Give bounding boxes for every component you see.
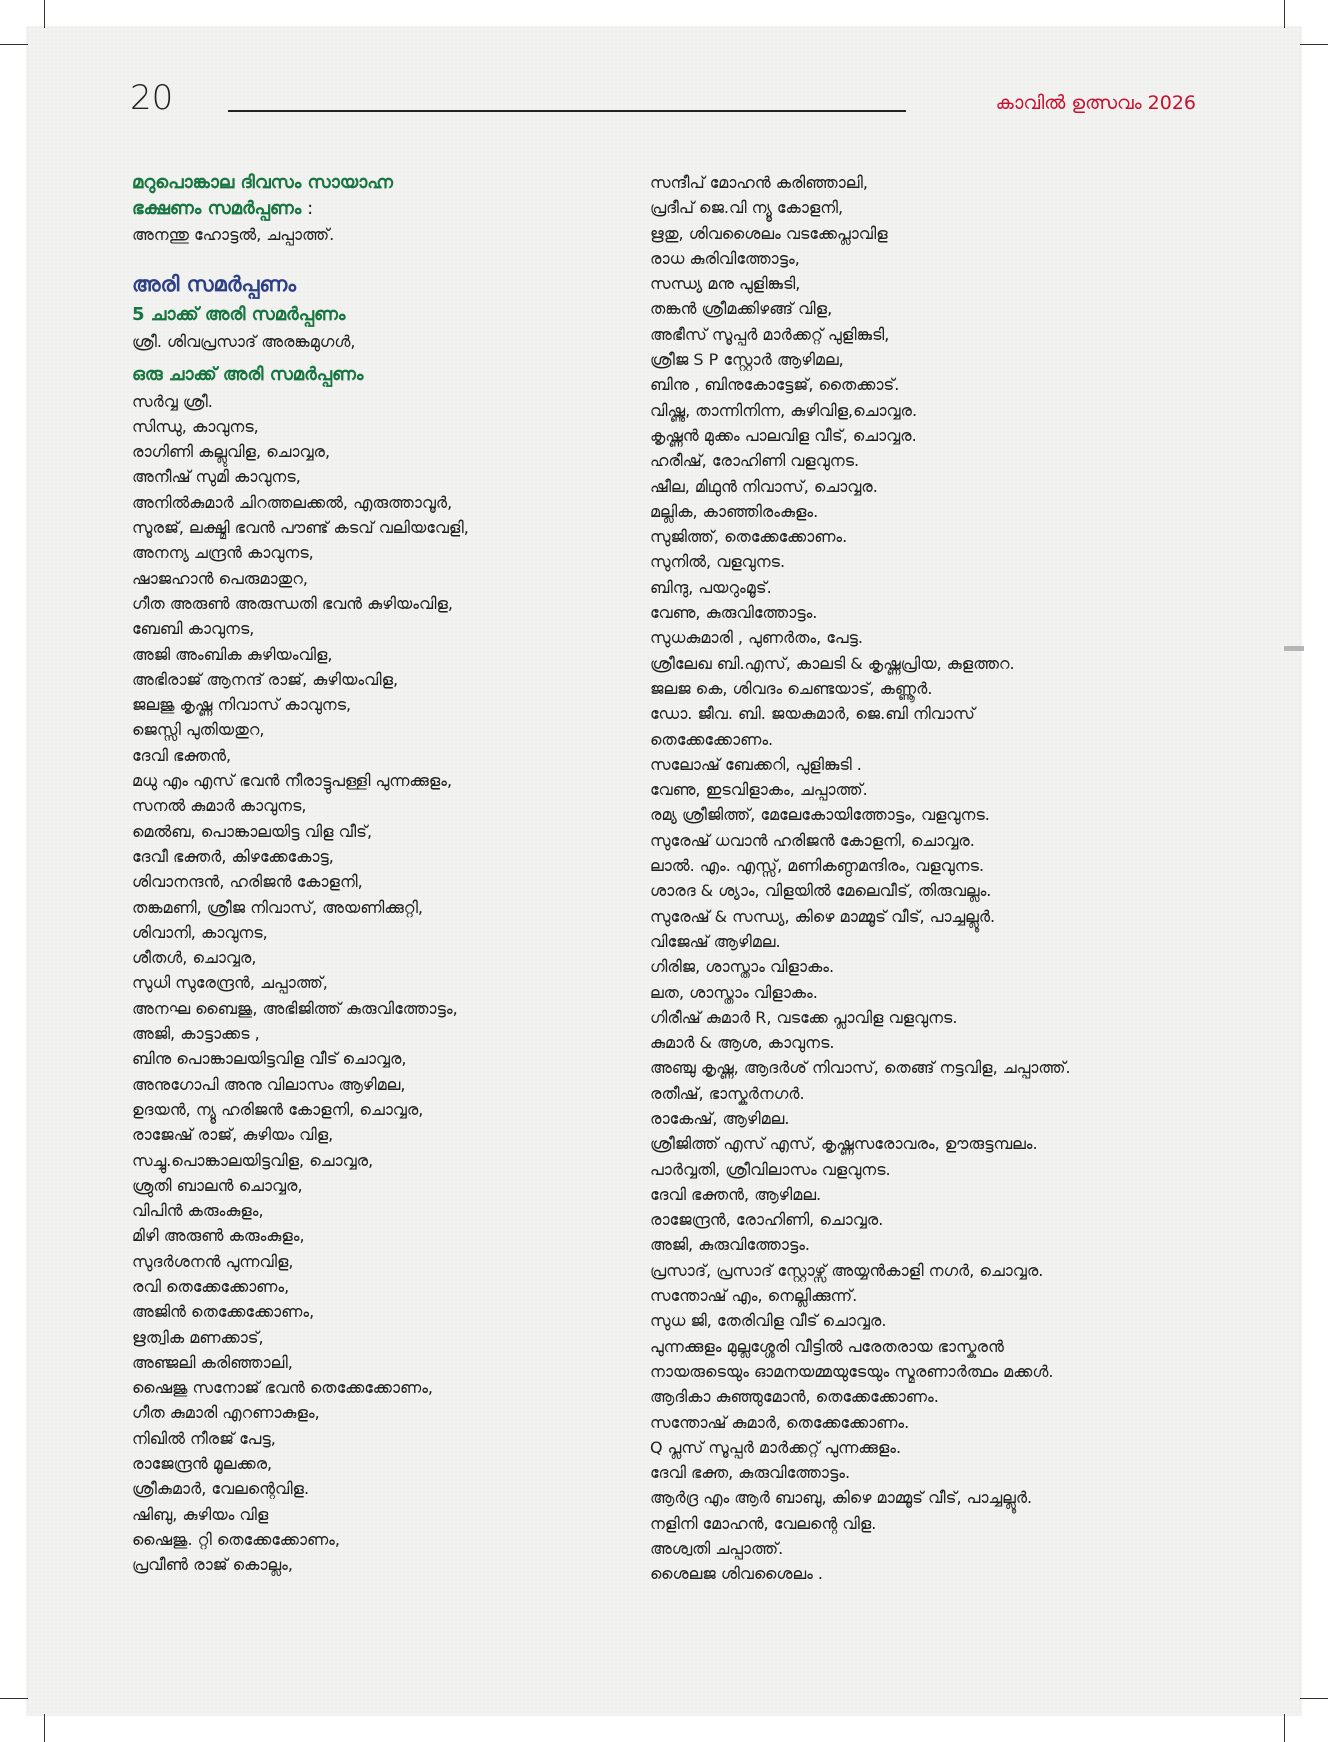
donor-entry: കുമാർ & ആശ, കാവുനട.	[650, 1033, 835, 1053]
donor-entry: സിന്ധു, കാവുനട,	[132, 416, 259, 436]
donor-entry: സുധ ജി, തേരിവിള വീട് ചൊവ്വര.	[650, 1311, 887, 1331]
donor-entry: പ്രദീപ് ജെ.വി ന്യൂ കോളനി,	[650, 198, 844, 218]
donor-entry: ഡോ. ജീവ. ബി. ജയകുമാർ, ജെ.ബി നിവാസ്	[650, 704, 975, 724]
donor-entry: സുരേഷ് ധവാൻ ഹരിജൻ കോളനി, ചൊവ്വര.	[650, 830, 975, 850]
donor-entry: ഷിബു, കുഴിയം വിള	[132, 1504, 269, 1524]
donor-list-continued	[650, 170, 1210, 1587]
donor-entry: ഉദയൻ, ന്യൂ ഹരിജൻ കോളനി, ചൊവ്വര,	[132, 1099, 424, 1119]
donor-entry: ജലജു കൃഷ്ണ നിവാസ് കാവുനട,	[132, 695, 352, 715]
donor-entry: വിപിൻ കരുംകുളം,	[132, 1201, 264, 1221]
donor-entry: മെൽബ, പൊങ്കാലയിട്ട വിള വീട്,	[132, 821, 373, 841]
donor-entry: വേണു, ഇടവിളാകം, ചപ്പാത്ത്.	[650, 780, 868, 800]
donor-entry: സുധി സുരേന്ദ്രൻ, ചപ്പാത്ത്,	[132, 973, 328, 993]
donor-entry: അജി അംബിക കുഴിയംവിള,	[132, 644, 333, 664]
donor-entry: ശീതൾ, ചൊവ്വര,	[132, 948, 257, 968]
donor-entry: സുരേഷ് & സന്ധ്യ, കിഴെ മാമ്മൂട് വീട്, പാച്ചല്ലൂർ.	[650, 906, 996, 926]
left-column	[132, 170, 612, 1578]
donor-entry: ദേവി ഭക്ത, കുരുവിത്തോട്ടം.	[650, 1463, 851, 1483]
donor-entry: തെക്കേക്കോണം.	[650, 729, 774, 749]
donor-entry: രാജേന്ദ്രൻ, രോഹിണി, ചൊവ്വര.	[650, 1210, 884, 1230]
evening-offering-heading	[132, 170, 612, 222]
donor-entry: ശ്രീജ S P സ്റ്റോർ ആഴിമല,	[650, 350, 844, 370]
donor-entry: ശ്രീജിത്ത് എസ് എസ്, കൃഷ്ണസരോവരം, ഊരുട്ടമ്പലം.	[650, 1134, 1038, 1154]
donor-entry: ബിനു , ബിനുകോട്ടേജ്, തൈക്കാട്.	[650, 375, 900, 395]
donor-entry: ഹരീഷ്, രോഹിണി വളവുനട.	[650, 451, 860, 471]
donor-entry: നായരുടെയും ഓമനയമ്മയുടേയും സ്മരണാർത്ഥം മക്കൾ.	[650, 1361, 1054, 1381]
donor-entry: മിഴി അരുൺ കരുംകുളം,	[132, 1226, 305, 1246]
donor-entry: ഗിരിജ, ശാസ്താം വിളാകം.	[650, 957, 835, 977]
rice-offering-heading: അരി സമർപ്പണം	[132, 272, 297, 297]
crop-mark	[44, 0, 45, 28]
five-sack-donor: ശ്രീ. ശിവപ്രസാദ് അരങ്കമുഗൾ,	[132, 332, 356, 352]
donor-entry: നളിനി മോഹൻ, വേലന്റെ വിള.	[650, 1513, 877, 1533]
donor-entry: ലത, ശാസ്താം വിളാകം.	[650, 982, 818, 1002]
donor-entry: മധു എം എസ് ഭവൻ നീരാട്ടുപള്ളി പുന്നക്കുളം,	[132, 771, 453, 791]
donor-entry: രാഗിണി കല്ലുവിള, ചൊവ്വര,	[132, 442, 331, 462]
donor-entry: ദേവി ഭക്തൻ, ആഴിമല.	[650, 1184, 822, 1204]
donor-entry: അഞ്ചു കൃഷ്ണ, ആദർശ് നിവാസ്, തെങ്ങ് നട്ടവിള, ചപ്പാത്ത്.	[650, 1058, 1071, 1078]
donor-entry: അജിൻ തെക്കേക്കോണം,	[132, 1302, 315, 1322]
donor-entry: സന്തോഷ് കുമാർ, തെക്കേക്കോണം.	[650, 1412, 910, 1432]
donor-entry: സുജിത്ത്, തെക്കേക്കോണം.	[650, 527, 848, 547]
donor-entry: സന്ധ്യ മനു പുളിങ്കുടി,	[650, 274, 801, 294]
donor-entry: ഷൈജു. റ്റി തെക്കേക്കോണം,	[132, 1529, 340, 1549]
side-marker	[1284, 646, 1304, 651]
donor-entry: അജി, കാട്ടാക്കട ,	[132, 1024, 260, 1044]
donor-entry: അനഘ ബൈജു, അഭിജിത്ത് കുരുവിത്തോട്ടം,	[132, 998, 458, 1018]
donor-entry: ദേവി ഭക്തൻ,	[132, 745, 232, 765]
one-sack-donor-list	[132, 389, 612, 1578]
donor-entry: നിഖിൽ നീരജ് പേട്ട,	[132, 1428, 276, 1448]
donor-entry: ഋതു, ശിവശൈലം വടക്കേപ്ലാവിള	[650, 223, 888, 243]
donor-entry: അശ്വതി ചപ്പാത്ത്.	[650, 1539, 784, 1559]
donor-entry: ശിവാനി, കാവുനട,	[132, 922, 268, 942]
evening-heading-line2	[132, 196, 612, 222]
donor-entry: പ്രസാദ്, പ്രസാദ് സ്റ്റോഴ്സ് അയ്യൻകാളി നഗർ, ചൊവ്വര.	[650, 1260, 1044, 1280]
crop-mark	[0, 1698, 28, 1699]
donor-entry: ഷീല, മിഥുൻ നിവാസ്, ചൊവ്വര.	[650, 476, 878, 496]
publication-title: കാവിൽ ഉത്സവം 2026	[995, 92, 1196, 114]
donor-entry: ലാൽ. എം. എസ്സ്, മണികണ്ഠമന്ദിരം, വളവുനട.	[650, 856, 985, 876]
donor-entry: സലോഷ് ബേക്കറി, പുളിങ്കുടി .	[650, 754, 862, 774]
donor-entry: രാധ കുരിവിത്തോട്ടം,	[650, 248, 800, 268]
one-sack-heading: ഒരു ചാക്ക് അരി സമർപ്പണം	[132, 363, 364, 385]
donor-entry: ഋത്വിക മണക്കാട്,	[132, 1327, 264, 1347]
donor-entry: ബേബി കാവുനട,	[132, 619, 255, 639]
donor-entry: അഭീസ് സൂപ്പർ മാർക്കറ്റ് പുളിങ്കുടി,	[650, 324, 890, 344]
donor-entry: ബിനു പൊങ്കാലയിട്ടവിള വീട് ചൊവ്വര,	[132, 1049, 407, 1069]
donor-entry: രാകേഷ്, ആഴിമല.	[650, 1108, 790, 1128]
five-sack-heading: 5 ചാക്ക് അരി സമർപ്പണം	[132, 304, 346, 326]
donor-entry: അഞ്ജലി കരിഞ്ഞാലി,	[132, 1352, 293, 1372]
donor-entry: രാജേന്ദ്രൻ മൂലക്കര,	[132, 1454, 273, 1474]
donor-entry: ഗിരീഷ് കുമാർ R, വടക്കേ പ്ലാവിള വളവുനട.	[650, 1007, 958, 1027]
donor-entry: ഗീത അരുൺ അരുന്ധതി ഭവൻ കുഴിയംവിള,	[132, 593, 453, 613]
donor-entry: അനന്യ ചന്ദ്രൻ കാവുനട,	[132, 543, 314, 563]
donor-entry: ജലജ കെ, ശിവദം ചെണ്ടയാട്, കണ്ണൂർ.	[650, 678, 933, 698]
donor-entry: വിജേഷ് ആഴിമല.	[650, 931, 781, 951]
donor-entry: സുദർശനൻ പുന്നവിള,	[132, 1251, 294, 1271]
donor-entry: സന്തോഷ് എം, നെല്ലിക്കുന്ന്.	[650, 1286, 858, 1306]
crop-mark	[0, 44, 28, 45]
donor-entry: സൂരജ്, ലക്ഷ്മി ഭവൻ പൗണ്ട് കടവ് വലിയവേളി,	[132, 518, 469, 538]
donor-entry: വേണു, കുരുവിത്തോട്ടം.	[650, 603, 818, 623]
donor-entry: ദേവീ ഭക്തർ, കിഴക്കേകോട്ട,	[132, 846, 334, 866]
donor-entry: ഷാജഹാൻ പെരുമാതുറ,	[132, 568, 308, 588]
donor-entry: രാജേഷ് രാജ്, കുഴിയം വിള,	[132, 1125, 334, 1145]
crop-mark	[1300, 1698, 1328, 1699]
donor-entry: സച്ചു.പൊങ്കാലയിട്ടവിള, ചൊവ്വര,	[132, 1150, 374, 1170]
donor-entry: സന്ദീപ് മോഹൻ കരിഞ്ഞാലി,	[650, 173, 868, 192]
right-column	[650, 170, 1210, 1587]
donor-entry: രമ്യ ശ്രീജിത്ത്, മേലേകോയിത്തോട്ടം, വളവുനട.	[650, 805, 990, 825]
donor-entry: രതീഷ്, ഭാസ്കർനഗർ.	[650, 1083, 805, 1103]
donor-entry: സുധകുമാരി , പുണർതം, പേട്ട.	[650, 628, 864, 648]
donor-entry: ശാരദ & ശ്യാം, വിളയിൽ മേലെവീട്, തിരുവല്ലം.	[650, 881, 992, 901]
header-rule	[228, 110, 906, 112]
evening-heading-line1: മറുപൊങ്കാല ദിവസം സായാഹ്ന	[132, 172, 393, 193]
donor-entry: മല്ലിക, കാഞ്ഞിരംകുളം.	[650, 501, 819, 521]
donor-entry: അജി, കുരുവിത്തോട്ടം.	[650, 1235, 810, 1255]
donor-entry: കൃഷ്ണൻ മുക്കം പാലവിള വീട്, ചൊവ്വര.	[650, 425, 917, 445]
donor-entry: അഭിരാജ് ആനന്ദ് രാജ്, കുഴിയംവിള,	[132, 669, 399, 689]
donor-entry: Q പ്ലസ് സൂപ്പർ മാർക്കറ്റ് പുന്നക്കുളം.	[650, 1437, 902, 1457]
donor-entry: അനുഗോപി അനു വിലാസം ആഴിമല,	[132, 1074, 406, 1094]
donor-entry: സർവ്വ ശ്രീ.	[132, 391, 213, 411]
donor-entry: ബിന്ദു, പയറുംമൂട്.	[650, 577, 772, 597]
donor-entry: ഷൈജു സനോജ് ഭവൻ തെക്കേക്കോണം,	[132, 1378, 434, 1398]
donor-entry: ജെസ്സി പുതിയതുറ,	[132, 720, 265, 740]
donor-entry: പ്രവീൺ രാജ് കൊല്ലം,	[132, 1555, 293, 1575]
donor-entry: ശൈലജ ശിവശൈലം .	[650, 1564, 824, 1584]
donor-entry: പുന്നക്കുളം മുല്ലശ്ശേരി വീട്ടിൽ പരേതരായ ഭാസ്കരൻ	[650, 1336, 1004, 1356]
donor-entry: ആർദ്ര എം ആർ ബാബു, കിഴെ മാമ്മൂട് വീട്, പാച്ചല്ലൂർ.	[650, 1488, 1033, 1508]
donor-entry: ശ്രീലേഖ ബി.എസ്, കാലടി & കൃഷ്ണപ്രിയ, കുളത്തറ.	[650, 653, 1015, 673]
crop-mark	[44, 1714, 45, 1742]
donor-entry: ആദികാ കുഞ്ഞുമോൻ, തെക്കേക്കോണം.	[650, 1387, 939, 1407]
donor-entry: ശ്രീകുമാർ, വേലന്റെവിള.	[132, 1479, 310, 1499]
donor-entry: അനിൽകുമാർ ചിറത്തലക്കൽ, എരുത്താവൂർ,	[132, 492, 453, 512]
donor-entry: രവി തെക്കേക്കോണം,	[132, 1276, 290, 1296]
donor-entry: ശിവാനന്ദൻ, ഹരിജൻ കോളനി,	[132, 872, 363, 892]
donor-entry: തങ്കമണി, ശ്രീജ നിവാസ്, അയണിക്കുറ്റി,	[132, 897, 424, 917]
donor-entry: ശ്രുതി ബാലൻ ചൊവ്വര,	[132, 1175, 303, 1195]
evening-heading-line2-text: ഭക്ഷണം സമർപ്പണം	[132, 198, 302, 219]
crop-mark	[1300, 44, 1328, 45]
donor-entry: സുനിൽ, വളവുനട.	[650, 552, 786, 572]
evening-donor: അനന്തു ഹോട്ടൽ, ചപ്പാത്ത്.	[132, 225, 335, 244]
donor-entry: തങ്കൻ ശ്രീമക്കിഴങ്ങ് വിള,	[650, 299, 833, 319]
page-number: 20	[130, 78, 174, 118]
donor-entry: അനീഷ് സുമി കാവുനട,	[132, 467, 301, 487]
donor-entry: പാർവ്വതി, ശ്രീവിലാസം വളവുനട.	[650, 1159, 891, 1179]
donor-entry: സനൽ കുമാർ കാവുനട,	[132, 796, 307, 816]
donor-entry: വിഷ്ണു, താന്നിനിന്ന, കുഴിവിള,ചൊവ്വര.	[650, 400, 918, 420]
crop-mark	[1284, 0, 1285, 28]
donor-entry: ഗീത കുമാരി എറണാകുളം,	[132, 1403, 320, 1423]
evening-heading-colon: :	[301, 198, 314, 219]
crop-mark	[1284, 1714, 1285, 1742]
